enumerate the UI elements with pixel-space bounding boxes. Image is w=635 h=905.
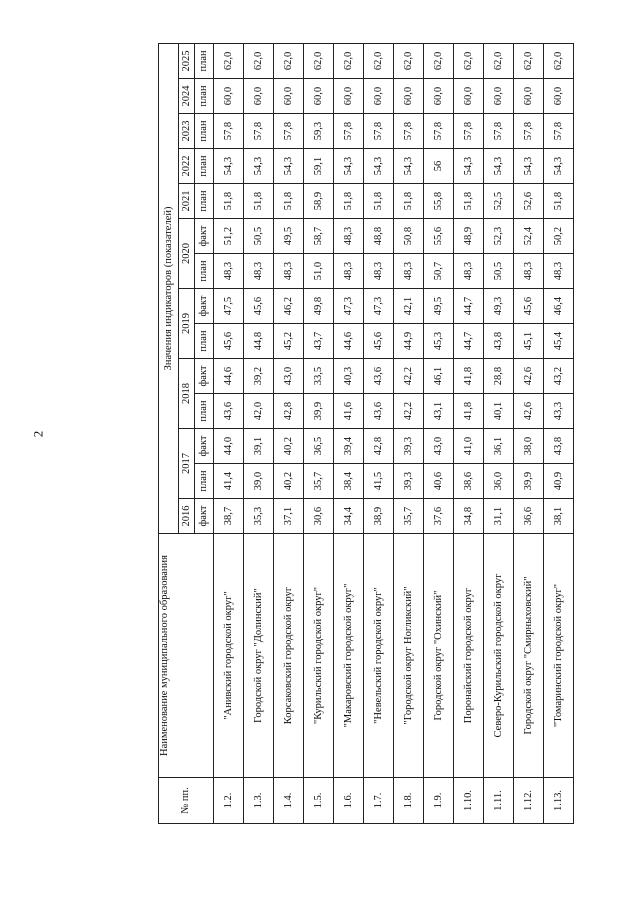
value-cell: 52,6: [514, 184, 544, 219]
indicator-values-header: Значения индикаторов (показателей): [159, 43, 179, 533]
value-cell: 40,1: [484, 394, 514, 429]
table-row: [274, 43, 304, 823]
subheader-cell: факт: [195, 499, 214, 534]
value-cell: 38,6: [454, 464, 484, 499]
value-cell: 51,8: [544, 184, 574, 219]
table-row: [544, 43, 574, 823]
value-cell: 43,8: [544, 429, 574, 464]
value-cell: 43,3: [544, 394, 574, 429]
value-cell: 48,8: [364, 219, 394, 254]
value-cell: 54,3: [484, 149, 514, 184]
value-cell: 62,0: [244, 43, 274, 78]
value-cell: 54,3: [244, 149, 274, 184]
value-cell: 39,1: [244, 429, 274, 464]
value-cell: 51,8: [364, 184, 394, 219]
value-cell: 44,9: [394, 324, 424, 359]
table-row: [304, 43, 334, 823]
row-number: 1.13.: [544, 778, 574, 824]
value-cell: 45,4: [544, 324, 574, 359]
value-cell: 49,8: [304, 289, 334, 324]
value-cell: 39,0: [244, 464, 274, 499]
value-cell: 60,0: [484, 79, 514, 114]
value-cell: 60,0: [454, 79, 484, 114]
value-cell: 40,9: [544, 464, 574, 499]
value-cell: 41,4: [214, 464, 244, 499]
value-cell: 57,8: [484, 114, 514, 149]
municipality-name: "Анивский городской округ": [214, 534, 244, 778]
value-cell: 62,0: [514, 43, 544, 78]
value-cell: 37,1: [274, 499, 304, 534]
value-cell: 46,2: [274, 289, 304, 324]
value-cell: 45,2: [274, 324, 304, 359]
value-cell: 62,0: [454, 43, 484, 78]
year-header: 2019: [179, 289, 195, 359]
value-cell: 60,0: [214, 79, 244, 114]
value-cell: 50,7: [424, 254, 454, 289]
value-cell: 36,0: [484, 464, 514, 499]
value-cell: 41,0: [454, 429, 484, 464]
value-cell: 60,0: [334, 79, 364, 114]
subheader-cell: план: [195, 464, 214, 499]
value-cell: 50,5: [484, 254, 514, 289]
value-cell: 57,8: [364, 114, 394, 149]
value-cell: 60,0: [274, 79, 304, 114]
municipality-name: "Городской округ Ногликский": [394, 534, 424, 778]
value-cell: 34,8: [454, 499, 484, 534]
value-cell: 48,3: [454, 254, 484, 289]
value-cell: 38,7: [214, 499, 244, 534]
value-cell: 48,3: [214, 254, 244, 289]
subheader-cell: план: [195, 149, 214, 184]
row-number: 1.8.: [394, 778, 424, 824]
municipality-name: Городской округ "Смирныховский": [514, 534, 544, 778]
value-cell: 51,8: [244, 184, 274, 219]
value-cell: 31,1: [484, 499, 514, 534]
year-header: 2017: [179, 429, 195, 499]
value-cell: 30,6: [304, 499, 334, 534]
value-cell: 57,8: [244, 114, 274, 149]
value-cell: 50,5: [244, 219, 274, 254]
year-header: 2018: [179, 359, 195, 429]
value-cell: 54,3: [334, 149, 364, 184]
value-cell: 51,8: [214, 184, 244, 219]
value-cell: 40,3: [334, 359, 364, 394]
value-cell: 48,3: [334, 254, 364, 289]
value-cell: 54,3: [274, 149, 304, 184]
value-cell: 43,1: [424, 394, 454, 429]
value-cell: 57,8: [214, 114, 244, 149]
value-cell: 36,6: [514, 499, 544, 534]
value-cell: 42,6: [514, 394, 544, 429]
value-cell: 45,6: [244, 289, 274, 324]
year-header: 2021: [179, 184, 195, 219]
value-cell: 48,9: [454, 219, 484, 254]
value-cell: 43,6: [364, 394, 394, 429]
value-cell: 54,3: [454, 149, 484, 184]
value-cell: 60,0: [364, 79, 394, 114]
value-cell: 58,9: [304, 184, 334, 219]
value-cell: 47,3: [334, 289, 364, 324]
subheader-cell: факт: [195, 219, 214, 254]
value-cell: 46,4: [544, 289, 574, 324]
table-row: [394, 43, 424, 823]
value-cell: 57,8: [334, 114, 364, 149]
value-cell: 45,1: [514, 324, 544, 359]
value-cell: 52,5: [484, 184, 514, 219]
value-cell: 51,8: [274, 184, 304, 219]
value-cell: 34,4: [334, 499, 364, 534]
row-number: 1.6.: [334, 778, 364, 824]
value-cell: 52,3: [484, 219, 514, 254]
municipality-name: Корсаковский городской округ: [274, 534, 304, 778]
row-number: 1.11.: [484, 778, 514, 824]
municipality-name: Городской округ "Охинский": [424, 534, 454, 778]
value-cell: 42,1: [394, 289, 424, 324]
table-row: [514, 43, 544, 823]
row-number: 1.5.: [304, 778, 334, 824]
value-cell: 39,4: [334, 429, 364, 464]
value-cell: 60,0: [244, 79, 274, 114]
value-cell: 62,0: [484, 43, 514, 78]
municipality-name: "Невельский городской округ": [364, 534, 394, 778]
row-number: 1.9.: [424, 778, 454, 824]
value-cell: 62,0: [544, 43, 574, 78]
value-cell: 35,7: [394, 499, 424, 534]
value-cell: 49,3: [484, 289, 514, 324]
value-cell: 48,3: [334, 219, 364, 254]
value-cell: 42,8: [364, 429, 394, 464]
value-cell: 43,6: [364, 359, 394, 394]
row-number: 1.3.: [244, 778, 274, 824]
value-cell: 43,2: [544, 359, 574, 394]
value-cell: 43,8: [484, 324, 514, 359]
value-cell: 48,3: [514, 254, 544, 289]
municipality-name: Поронайский городской округ: [454, 534, 484, 778]
value-cell: 57,8: [454, 114, 484, 149]
value-cell: 39,2: [244, 359, 274, 394]
subheader-cell: план: [195, 324, 214, 359]
value-cell: 45,6: [514, 289, 544, 324]
value-cell: 48,3: [364, 254, 394, 289]
value-cell: 41,8: [454, 359, 484, 394]
table-row: [214, 43, 244, 823]
subheader-cell: план: [195, 79, 214, 114]
value-cell: 37,6: [424, 499, 454, 534]
value-cell: 40,6: [424, 464, 454, 499]
value-cell: 59,1: [304, 149, 334, 184]
value-cell: 50,2: [544, 219, 574, 254]
value-cell: 62,0: [304, 43, 334, 78]
value-cell: 62,0: [424, 43, 454, 78]
value-cell: 57,8: [514, 114, 544, 149]
value-cell: 44,7: [454, 324, 484, 359]
value-cell: 57,8: [544, 114, 574, 149]
value-cell: 54,3: [394, 149, 424, 184]
municipality-name: "Томаринский городской округ": [544, 534, 574, 778]
table-row: [454, 43, 484, 823]
table-row: [334, 43, 364, 823]
value-cell: 44,8: [244, 324, 274, 359]
value-cell: 41,8: [454, 394, 484, 429]
value-cell: 48,3: [274, 254, 304, 289]
value-cell: 51,8: [454, 184, 484, 219]
table-row: [364, 43, 394, 823]
value-cell: 35,3: [244, 499, 274, 534]
value-cell: 47,3: [364, 289, 394, 324]
value-cell: 43,6: [214, 394, 244, 429]
value-cell: 44,7: [454, 289, 484, 324]
value-cell: 36,5: [304, 429, 334, 464]
value-cell: 42,8: [274, 394, 304, 429]
value-cell: 62,0: [214, 43, 244, 78]
municipality-name: "Курильский городской округ": [304, 534, 334, 778]
value-cell: 51,0: [304, 254, 334, 289]
value-cell: 54,3: [214, 149, 244, 184]
year-header: 2024: [179, 79, 195, 114]
value-cell: 49,5: [274, 219, 304, 254]
value-cell: 36,1: [484, 429, 514, 464]
value-cell: 35,7: [304, 464, 334, 499]
municipality-column-header: Наименование муниципального образования: [159, 534, 214, 778]
value-cell: 42,0: [244, 394, 274, 429]
year-header: 2022: [179, 149, 195, 184]
value-cell: 51,8: [334, 184, 364, 219]
row-number: 1.4.: [274, 778, 304, 824]
value-cell: 47,5: [214, 289, 244, 324]
value-cell: 39,9: [514, 464, 544, 499]
value-cell: 41,6: [334, 394, 364, 429]
year-header: 2020: [179, 219, 195, 289]
value-cell: 40,2: [274, 429, 304, 464]
row-number: 1.12.: [514, 778, 544, 824]
value-cell: 57,8: [274, 114, 304, 149]
value-cell: 39,9: [304, 394, 334, 429]
value-cell: 28,8: [484, 359, 514, 394]
value-cell: 38,1: [544, 499, 574, 534]
value-cell: 58,7: [304, 219, 334, 254]
value-cell: 51,8: [394, 184, 424, 219]
value-cell: 57,8: [394, 114, 424, 149]
table-row: [424, 43, 454, 823]
value-cell: 38,9: [364, 499, 394, 534]
year-header: 2025: [179, 43, 195, 78]
value-cell: 45,3: [424, 324, 454, 359]
value-cell: 45,6: [364, 324, 394, 359]
year-header: 2016: [179, 499, 195, 534]
value-cell: 59,3: [304, 114, 334, 149]
value-cell: 39,3: [394, 464, 424, 499]
indicators-table: [158, 43, 574, 824]
page-number: 2: [30, 430, 46, 438]
value-cell: 54,3: [544, 149, 574, 184]
table-row: [244, 43, 274, 823]
value-cell: 48,3: [244, 254, 274, 289]
value-cell: 43,0: [424, 429, 454, 464]
table-body: [214, 43, 574, 823]
value-cell: 50,8: [394, 219, 424, 254]
subheader-cell: факт: [195, 289, 214, 324]
value-cell: 49,5: [424, 289, 454, 324]
value-cell: 33,5: [304, 359, 334, 394]
value-cell: 43,0: [274, 359, 304, 394]
subheader-cell: план: [195, 394, 214, 429]
year-header: 2023: [179, 114, 195, 149]
subheader-cell: план: [195, 43, 214, 78]
value-cell: 54,3: [514, 149, 544, 184]
municipality-name: Северо-Курильский городской округ: [484, 534, 514, 778]
value-cell: 51,2: [214, 219, 244, 254]
subheader-cell: факт: [195, 359, 214, 394]
value-cell: 42,6: [514, 359, 544, 394]
row-number: 1.2.: [214, 778, 244, 824]
subheader-cell: план: [195, 184, 214, 219]
value-cell: 60,0: [394, 79, 424, 114]
value-cell: 46,1: [424, 359, 454, 394]
value-cell: 62,0: [274, 43, 304, 78]
value-cell: 62,0: [364, 43, 394, 78]
value-cell: 39,3: [394, 429, 424, 464]
value-cell: 44,0: [214, 429, 244, 464]
value-cell: 42,2: [394, 359, 424, 394]
value-cell: 41,5: [364, 464, 394, 499]
value-cell: 60,0: [514, 79, 544, 114]
value-cell: 52,4: [514, 219, 544, 254]
value-cell: 56: [424, 149, 454, 184]
table-row: [484, 43, 514, 823]
row-number: 1.10.: [454, 778, 484, 824]
subheader-cell: факт: [195, 429, 214, 464]
number-column-header: № пп.: [159, 778, 214, 824]
value-cell: 38,4: [334, 464, 364, 499]
subheader-cell: план: [195, 114, 214, 149]
value-cell: 62,0: [394, 43, 424, 78]
value-cell: 60,0: [424, 79, 454, 114]
value-cell: 38,0: [514, 429, 544, 464]
value-cell: 44,6: [334, 324, 364, 359]
value-cell: 54,3: [364, 149, 394, 184]
value-cell: 48,3: [394, 254, 424, 289]
municipality-name: Городской округ "Долинский": [244, 534, 274, 778]
value-cell: 48,3: [544, 254, 574, 289]
subheader-cell: план: [195, 254, 214, 289]
value-cell: 60,0: [304, 79, 334, 114]
municipality-name: "Макаровский городской округ": [334, 534, 364, 778]
row-number: 1.7.: [364, 778, 394, 824]
value-cell: 43,7: [304, 324, 334, 359]
value-cell: 44,6: [214, 359, 244, 394]
value-cell: 40,2: [274, 464, 304, 499]
value-cell: 45,6: [214, 324, 244, 359]
value-cell: 60,0: [544, 79, 574, 114]
value-cell: 42,2: [394, 394, 424, 429]
rotated-page-content: [158, 44, 624, 824]
value-cell: 57,8: [424, 114, 454, 149]
value-cell: 55,8: [424, 184, 454, 219]
value-cell: 62,0: [334, 43, 364, 78]
value-cell: 55,6: [424, 219, 454, 254]
